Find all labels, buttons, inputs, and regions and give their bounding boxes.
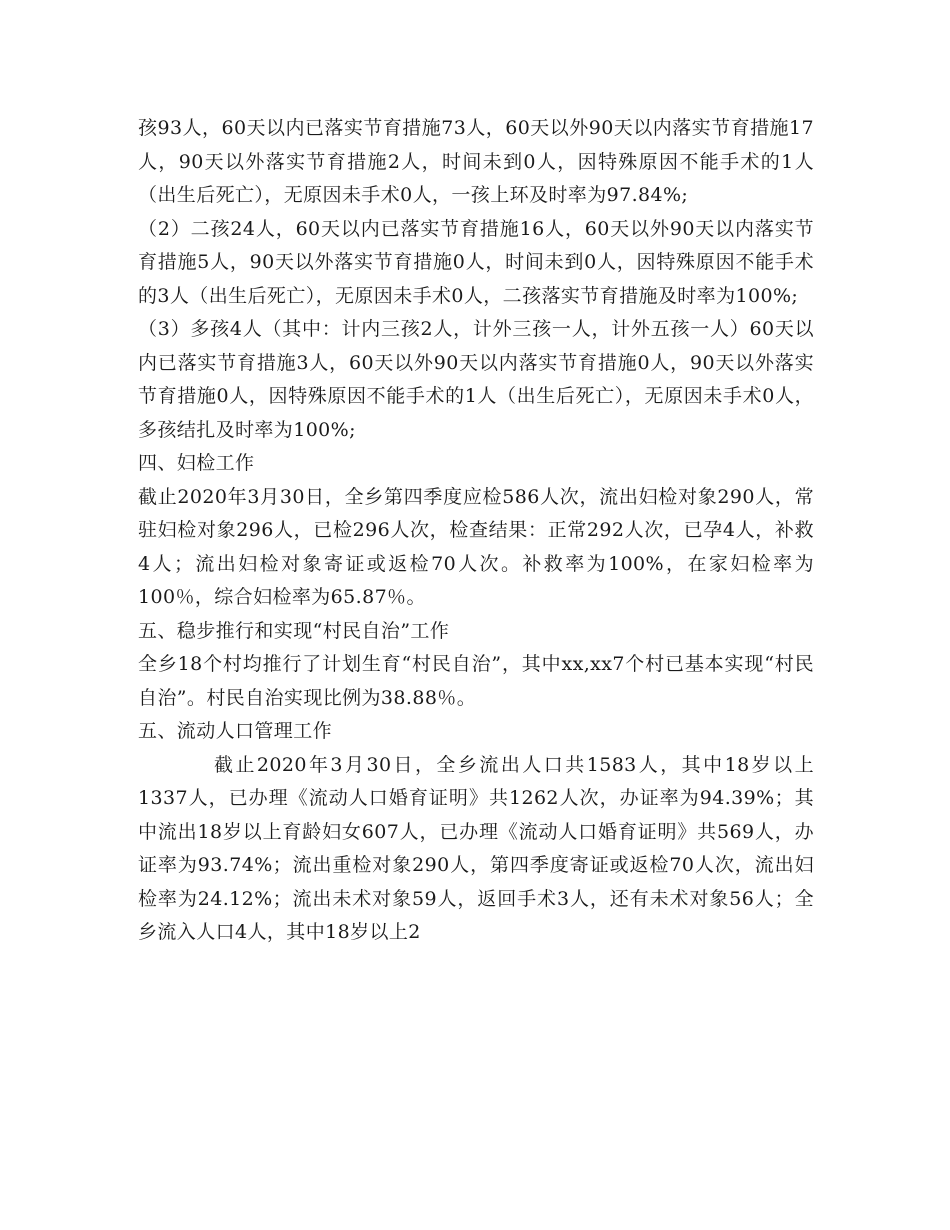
section-heading-gynecological-exam: 四、妇检工作 (138, 452, 255, 474)
paragraph-two-child: （2）二孩24人，60天以内已落实节育措施16人，60天以外90天以内落实节育措施5人，90天以外落实节育措施0人，时间未到0人，因特殊原因不能手术的3人（出生后死亡），无原因未手术0人，二孩落实节育措施及时率为100%; (138, 217, 814, 307)
section-heading-villager-autonomy: 五、稳步推行和实现“村民自治”工作 (138, 619, 450, 642)
paragraph-villager-autonomy: 全乡18个村均推行了计划生育“村民自治”，其中xx,xx7个村已基本实现“村民自治”。村民自治实现比例为38.88％。 (138, 653, 814, 709)
document-page (138, 112, 814, 950)
section-heading-floating-population: 五、流动人口管理工作 (138, 720, 333, 742)
paragraph-floating-population: 截止2020年3月30日，全乡流出人口共1583人，其中18岁以上1337人，已办理《流动人口婚育证明》共1262人次，办证率为94.39%；其中流出18岁以上育龄妇女607人，已办理《流动人口婚育证明》共569人，办证率为93.74%；流出重检对象290人，第四季度寄证或返检70人次，流出妇检率为24.12%；流出未术对象59人，返回手术3人，还有未术对象56人；全乡流入人口4人，其中18岁以上2 (138, 753, 814, 943)
paragraph-multi-child: （3）多孩4人（其中：计内三孩2人，计外三孩一人，计外五孩一人）60天以内已落实节育措施3人，60天以外90天以内落实节育措施0人，90天以外落实节育措施0人，因特殊原因不能手术的1人（出生后死亡），无原因未手术0人，多孩结扎及时率为100%; (138, 318, 814, 441)
paragraph-one-child: 孩93人，60天以内已落实节育措施73人，60天以外90天以内落实节育措施17人，90天以外落实节育措施2人，时间未到0人，因特殊原因不能手术的1人（出生后死亡），无原因未手术0人，一孩上环及时率为97.84%; (138, 117, 814, 206)
paragraph-gynecological-exam: 截止2020年3月30日，全乡第四季度应检586人次，流出妇检对象290人，常驻妇检对象296人，已检296人次，检查结果：正常292人次，已孕4人，补救4人；流出妇检对象寄证或返检70人次。补救率为100%，在家妇检率为100％，综合妇检率为65.87％。 (138, 485, 814, 608)
